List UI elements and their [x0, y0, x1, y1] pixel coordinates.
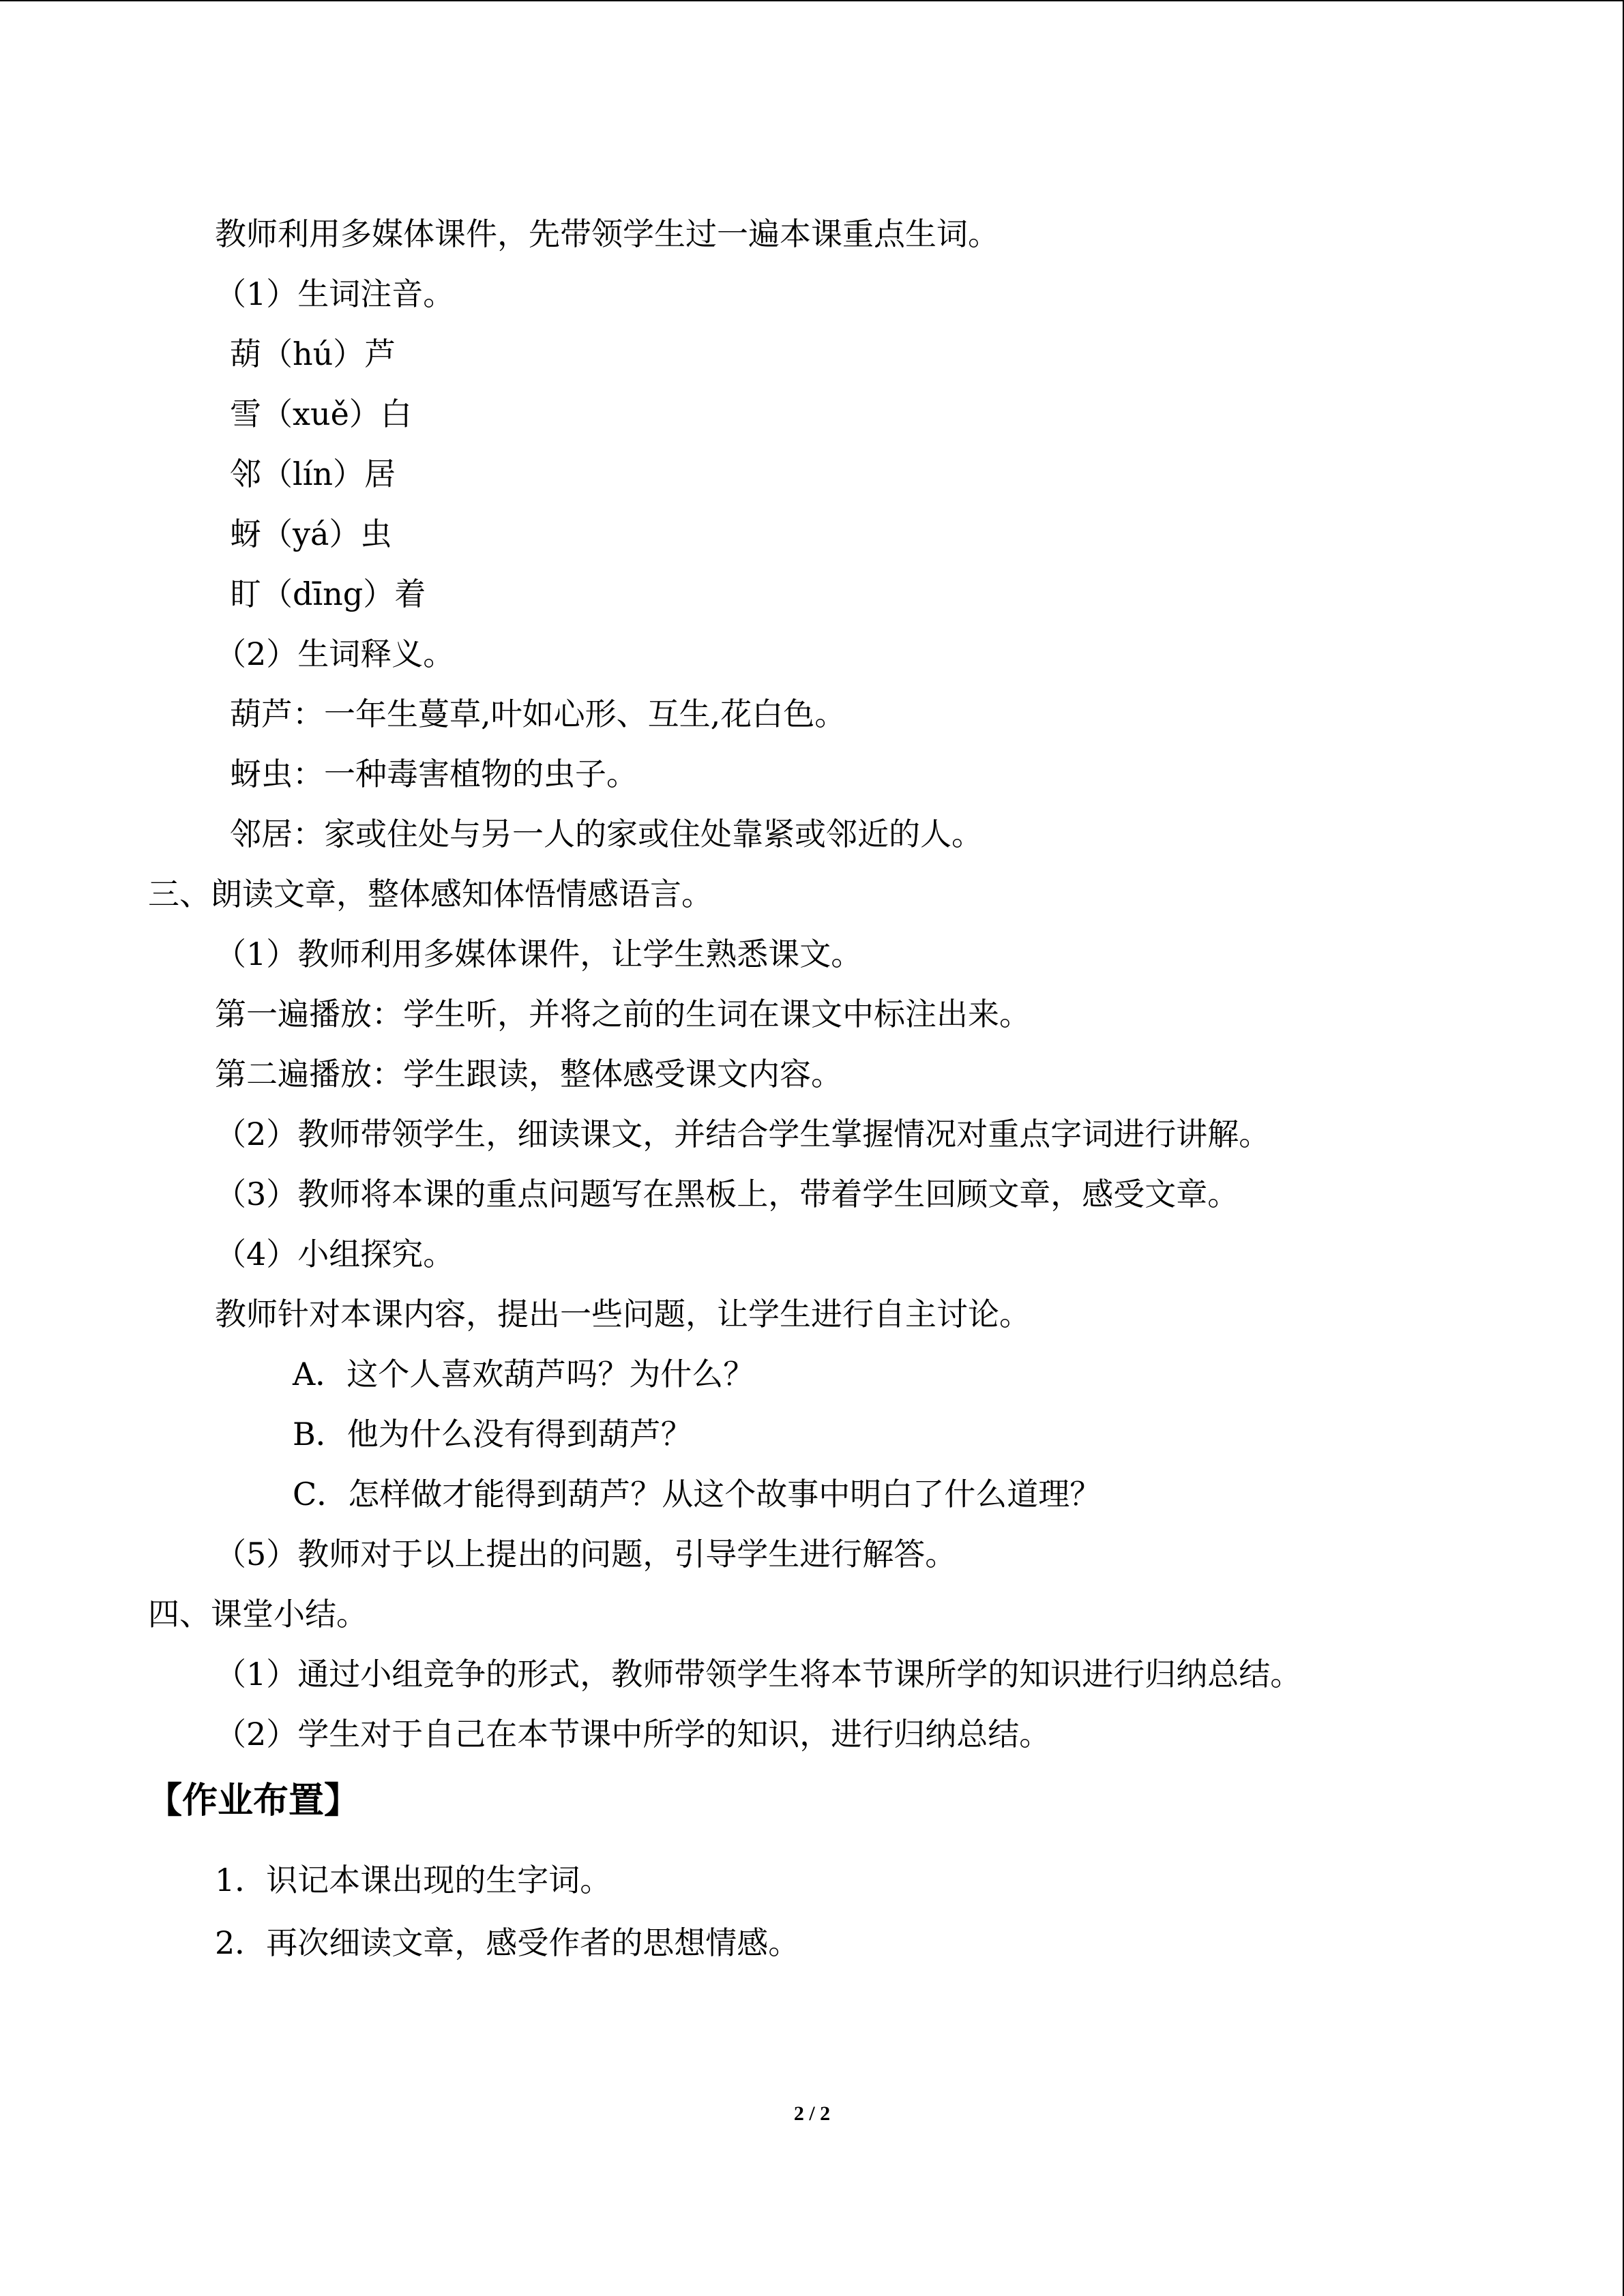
vocab-definition-item: 邻居：家或住处与另一人的家或住处靠紧或邻近的人。 — [230, 816, 983, 852]
step-line: （2）学生对于自己在本节课中所学的知识，进行归纳总结。 — [215, 1716, 1051, 1753]
homework-list — [0, 1849, 1624, 1974]
vocab-pinyin-item: 雪（xuě）白 — [230, 396, 412, 432]
vocab-pinyin-item: 邻（lín）居 — [230, 456, 396, 492]
vocab-definition-item: 蚜虫：一种毒害植物的虫子。 — [230, 756, 638, 792]
question-item: B．他为什么没有得到葫芦？ — [293, 1416, 692, 1452]
homework-heading: 【作业布置】 — [147, 1780, 360, 1821]
subsection-label-definitions: （2）生词释义。 — [215, 636, 455, 672]
page-number: 2 / 2 — [793, 2102, 831, 2125]
vocab-definition-item: 葫芦：一年生蔓草,叶如心形、互生,花白色。 — [230, 696, 846, 732]
paragraph-line: 第二遍播放：学生跟读，整体感受课文内容。 — [215, 1056, 842, 1092]
step-line: （4）小组探究。 — [215, 1236, 455, 1272]
section-heading-summary: 四、课堂小结。 — [148, 1596, 368, 1632]
question-item: C．怎样做才能得到葫芦？从这个故事中明白了什么道理？ — [293, 1476, 1102, 1512]
homework-item: 1．识记本课出现的生字词。 — [215, 1862, 612, 1898]
homework-item: 2．再次细读文章，感受作者的思想情感。 — [215, 1924, 800, 1961]
step-line: （5）教师对于以上提出的问题，引导学生进行解答。 — [215, 1536, 957, 1572]
question-item: A．这个人喜欢葫芦吗？为什么？ — [293, 1356, 755, 1392]
paragraph-line: 第一遍播放：学生听，并将之前的生词在课文中标注出来。 — [215, 996, 1031, 1032]
vocab-pinyin-item: 蚜（yá）虫 — [230, 516, 392, 552]
step-line: （3）教师将本课的重点问题写在黑板上，带着学生回顾文章，感受文章。 — [215, 1176, 1239, 1212]
step-line: （2）教师带领学生，细读课文，并结合学生掌握情况对重点字词进行讲解。 — [215, 1116, 1271, 1152]
vocab-pinyin-item: 盯（dīng）着 — [230, 576, 426, 612]
paragraph-line: 教师利用多媒体课件，先带领学生过一遍本课重点生词。 — [215, 215, 999, 252]
step-line: （1）教师利用多媒体课件，让学生熟悉课文。 — [215, 936, 863, 972]
vocab-pinyin-item: 葫（hú）芦 — [230, 336, 396, 372]
paragraph-line: 教师针对本课内容，提出一些问题，让学生进行自主讨论。 — [215, 1296, 1031, 1332]
step-line: （1）通过小组竞争的形式，教师带领学生将本节课所学的知识进行归纳总结。 — [215, 1656, 1302, 1693]
subsection-label-pronunciation: （1）生词注音。 — [215, 275, 455, 312]
document-body — [0, 204, 1624, 1764]
section-heading-reading: 三、朗读文章，整体感知体悟情感语言。 — [148, 876, 713, 912]
